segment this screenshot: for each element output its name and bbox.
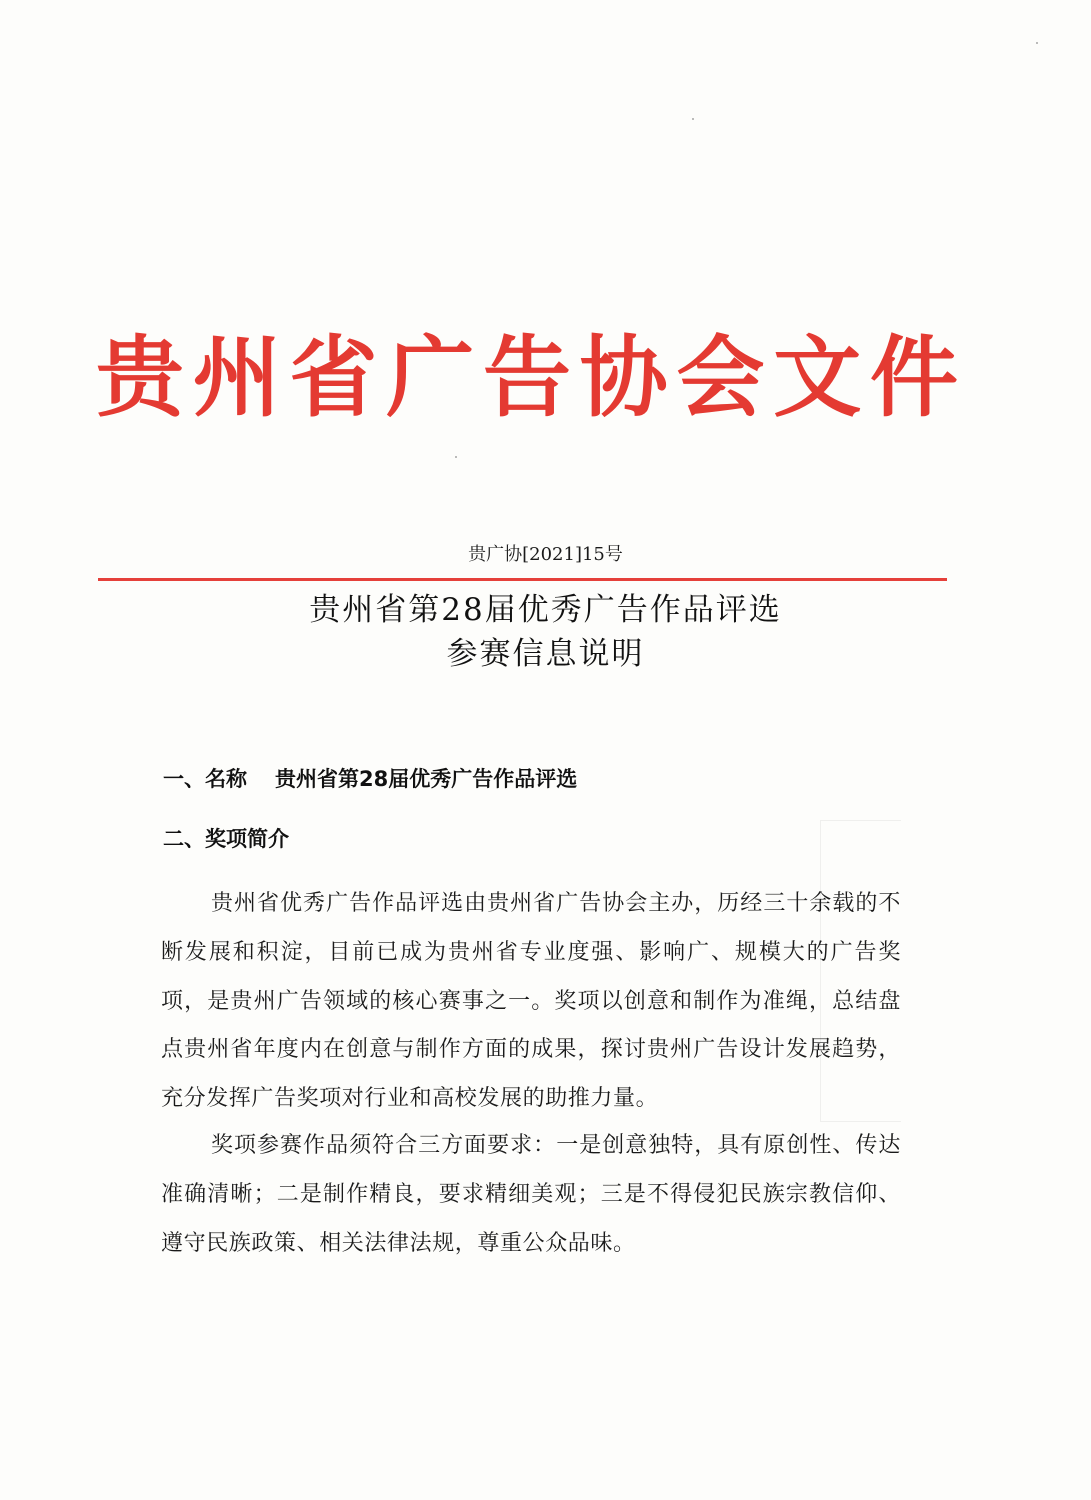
scan-speck	[455, 456, 457, 458]
document-title: 贵州省第28届优秀广告作品评选	[309, 592, 782, 628]
section-value: 贵州省第28届优秀广告作品评选	[275, 767, 578, 791]
header-char: 告	[482, 325, 571, 429]
scan-speck	[1036, 42, 1038, 44]
header-char: 件	[869, 325, 958, 429]
header-char: 州	[192, 325, 281, 429]
header-char: 会	[676, 325, 765, 429]
section-awards-intro	[163, 824, 289, 854]
header-char: 省	[289, 325, 378, 429]
scan-speck	[692, 118, 694, 120]
issuer-header	[92, 322, 962, 432]
section-name	[163, 764, 577, 794]
header-char: 文	[773, 325, 862, 429]
body-paragraph: 奖项参赛作品须符合三方面要求：一是创意独特，具有原创性、传达准确清晰；二是制作精良，要求精细美观；三是不得侵犯民族宗教信仰、遵守民族政策、相关法律法规，尊重公众品味。	[161, 1133, 901, 1256]
section-heading: 二、奖项简介	[163, 827, 289, 851]
document-number: 贵广协[2021]15号	[468, 544, 623, 565]
header-char: 协	[579, 325, 668, 429]
body-paragraph: 贵州省优秀广告作品评选由贵州省广告协会主办，历经三十余载的不断发展和积淀，目前已成为贵州省专业度强、影响广、规模大的广告奖项，是贵州广告领域的核心赛事之一。奖项以创意和制作为准绳，总结盘点贵州省年度内在创意与制作方面的成果，探讨贵州广告设计发展趋势，充分发挥广告奖项对行业和高校发展的助推力量。	[161, 891, 901, 1112]
header-divider	[98, 578, 947, 581]
section-heading: 一、名称	[163, 767, 247, 791]
document-subtitle: 参赛信息说明	[446, 636, 645, 672]
header-char: 广	[386, 325, 475, 429]
header-char: 贵	[95, 325, 184, 429]
